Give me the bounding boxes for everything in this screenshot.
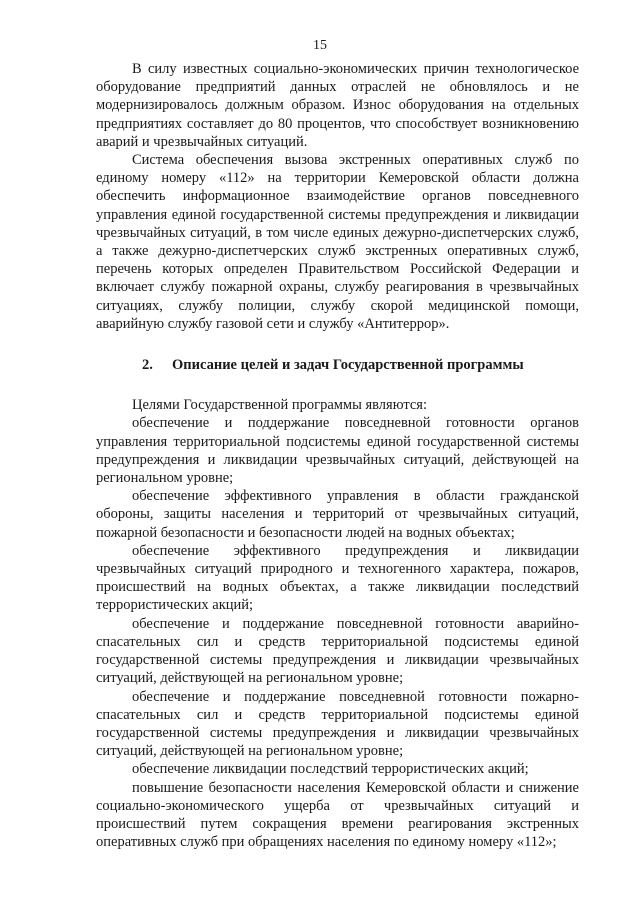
section-number: 2. <box>142 357 153 374</box>
goal-item: обеспечение и поддержание повседневной готовности аварийно-спасательных сил и средств территориальной подсистемы единой государственной системы предупреждения и ликвидации чрезвычайных ситуаций, действующей на региональном уровне; <box>96 615 579 687</box>
paragraph: Система обеспечения вызова экстренных оперативных служб по единому номеру «112» на территории Кемеровской области должна обеспечить информационное взаимодействие органов повседневного управления единой государственной системы предупреждения и ликвидации чрезвычайных ситуаций, в том числе единых дежурно-диспетчерских служб, а также дежурно-диспетчерских служб экстренных оперативных служб, перечень которых определен Правительством Российской Федерации и включает службу пожарной охраны, службу реагирования в чрезвычайных ситуациях, службу полиции, службу скорой медицинской помощи, аварийную службу газовой сети и службу «Антитеррор». <box>96 152 579 332</box>
goal-item: обеспечение и поддержание повседневной готовности органов управления территориальной подсистемы единой государственной системы предупреждения и ликвидации чрезвычайных ситуаций, действующей на региональном уровне; <box>96 415 579 487</box>
section-heading <box>96 356 579 374</box>
goal-item: повышение безопасности населения Кемеровской области и снижение социально-экономического ущерба от чрезвычайных ситуаций и происшествий путем сокращения времени реагирования экстренных оперативных служб при обращениях населения по единому номеру «112»; <box>96 779 579 851</box>
paragraph: В силу известных социально-экономических причин технологическое оборудование предприятий данных отраслей не обновлялось и не модернизировалось должным образом. Износ оборудования на отдельных предприятиях составляет до 80 процентов, что способствует возникновению аварий и чрезвычайных ситуаций. <box>96 61 579 150</box>
goal-item: обеспечение эффективного предупреждения и ликвидации чрезвычайных ситуаций природного и техногенного характера, пожаров, происшествий на водных объектах, а также ликвидации последствий террористических акций; <box>96 542 579 614</box>
document-body <box>96 60 579 851</box>
goal-item: обеспечение эффективного управления в области гражданской обороны, защиты населения и территорий от чрезвычайных ситуаций, пожарной безопасности и безопасности людей на водных объектах; <box>96 488 579 541</box>
goals-intro: Целями Государственной программы являются: <box>132 397 427 414</box>
goal-item: обеспечение ликвидации последствий террористических акций; <box>132 761 529 778</box>
goal-item: обеспечение и поддержание повседневной готовности пожарно-спасательных сил и средств территориальной подсистемы единой государственной системы предупреждения и ликвидации чрезвычайных ситуаций, действующей на региональном уровне; <box>96 688 579 760</box>
page-number: 15 <box>313 38 327 53</box>
section-title: Описание целей и задач Государственной программы <box>172 357 524 374</box>
